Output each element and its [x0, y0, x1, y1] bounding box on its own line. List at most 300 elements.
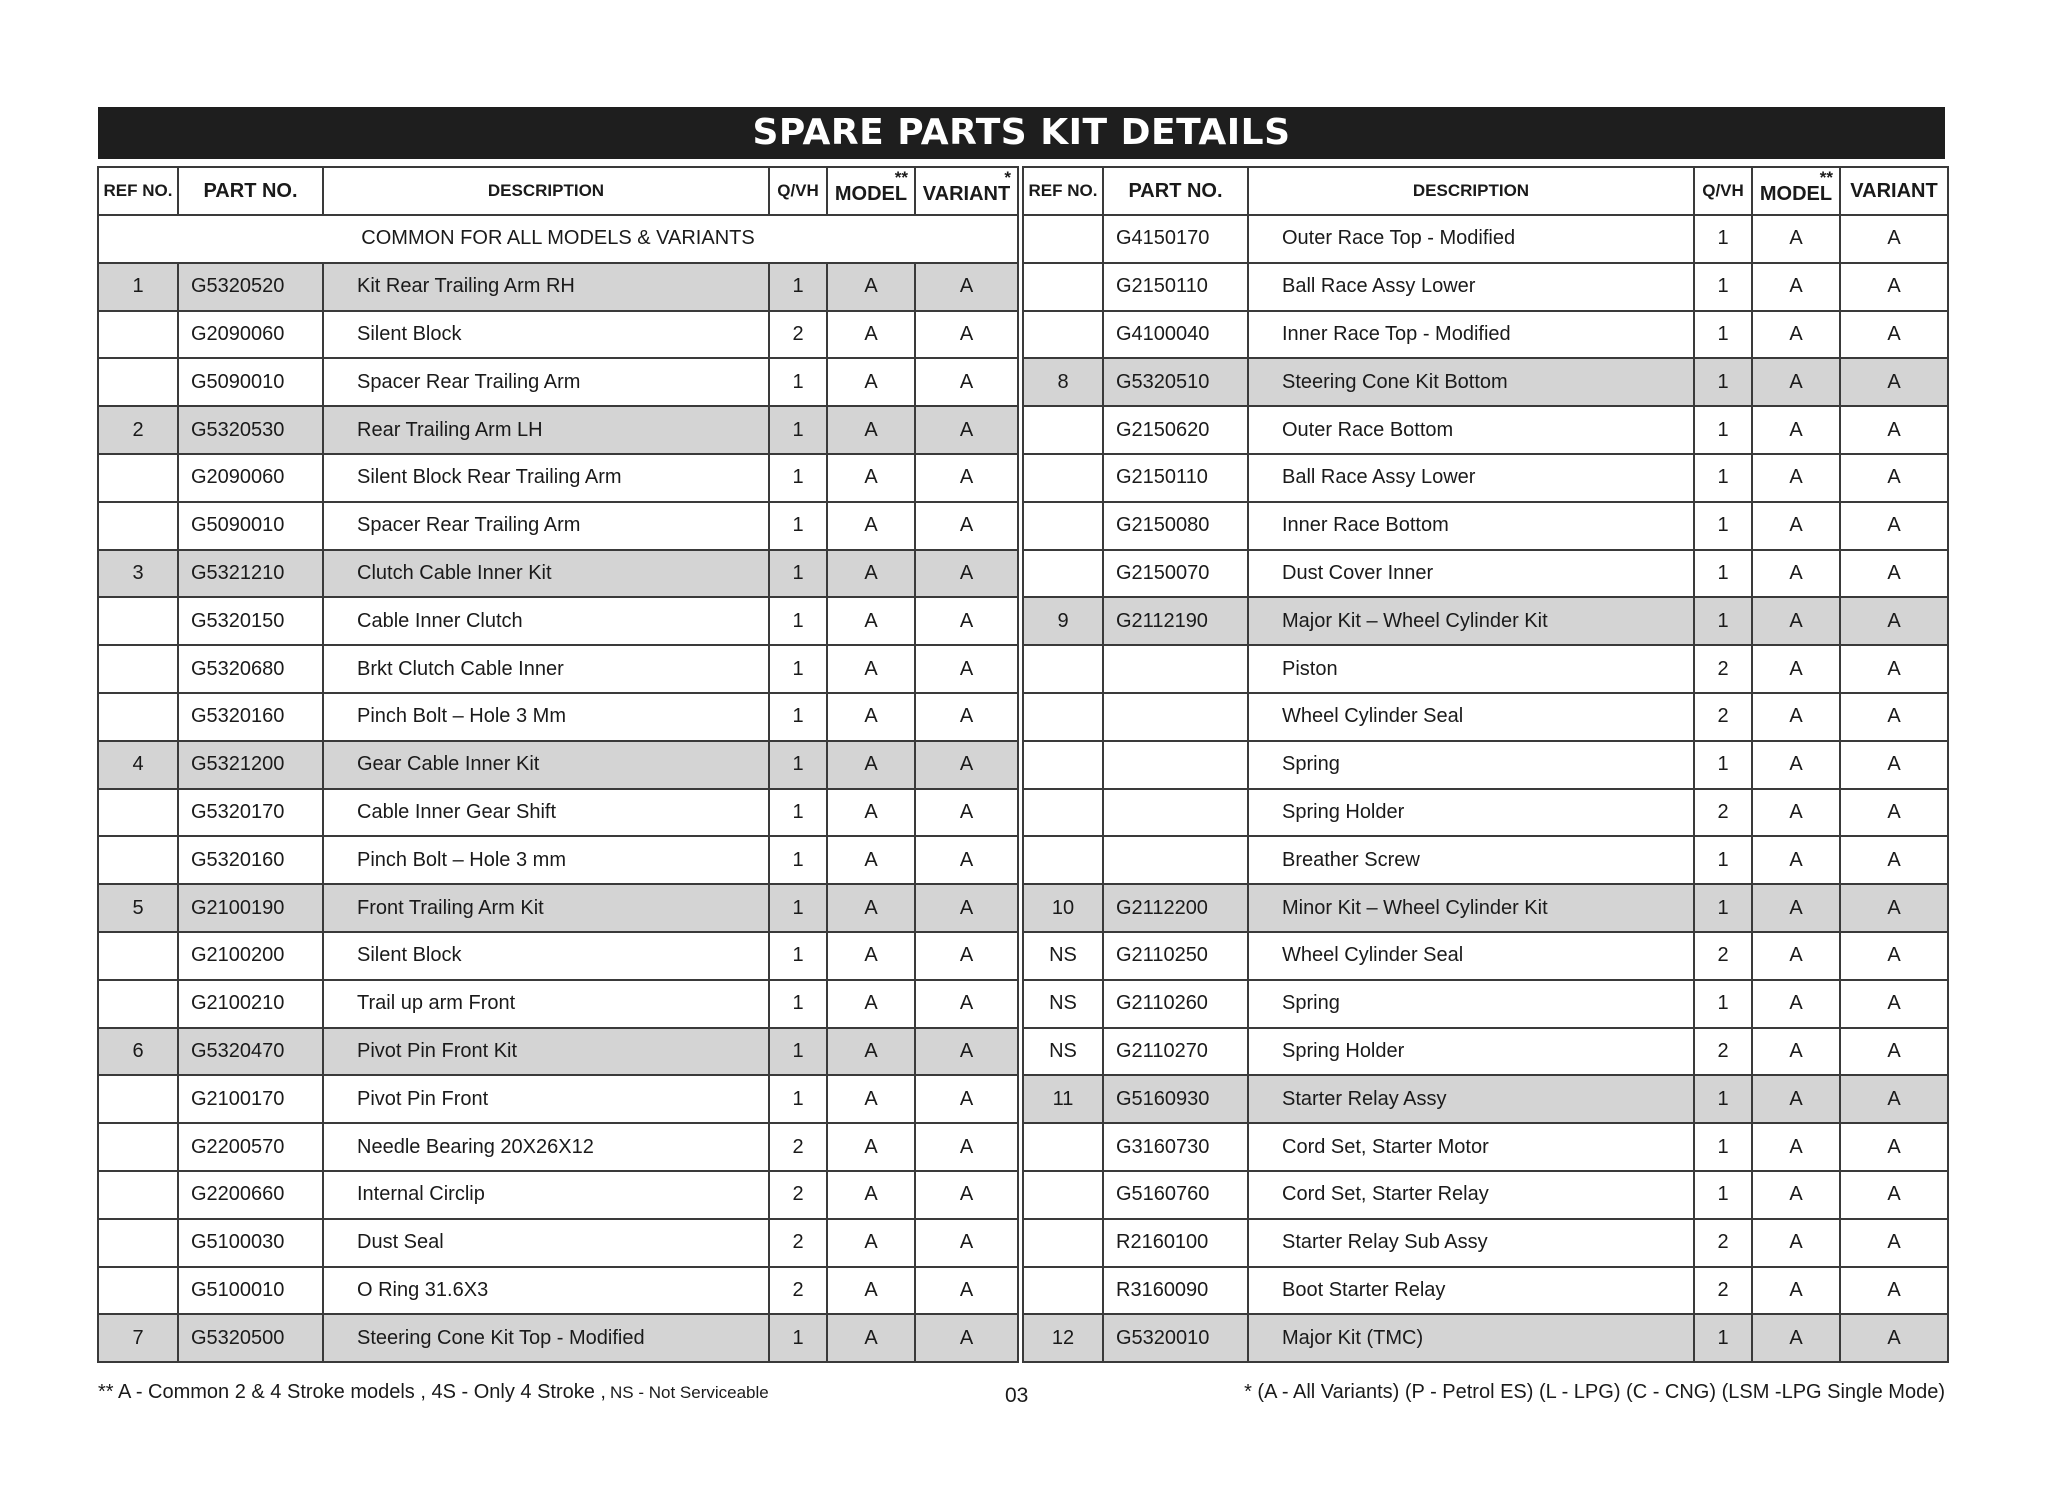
variant-cell: A: [915, 741, 1018, 789]
header-row: [1023, 167, 1948, 215]
part-no-cell: G2200570: [178, 1123, 323, 1171]
ref-no-cell: [98, 1267, 178, 1315]
description-cell: Front Trailing Arm Kit: [323, 884, 769, 932]
footer-ns-note: NS - Not Serviceable: [610, 1383, 769, 1402]
header-part-no: PART NO.: [1103, 167, 1248, 215]
variant-cell: A: [1840, 1219, 1948, 1267]
part-no-cell: G2100210: [178, 980, 323, 1028]
description-cell: Clutch Cable Inner Kit: [323, 550, 769, 598]
description-cell: Starter Relay Sub Assy: [1248, 1219, 1694, 1267]
description-cell: Cord Set, Starter Motor: [1248, 1123, 1694, 1171]
description-cell: Rear Trailing Arm LH: [323, 406, 769, 454]
table-row: [1023, 1219, 1948, 1267]
description-cell: Silent Block: [323, 311, 769, 359]
description-cell: Spring Holder: [1248, 789, 1694, 837]
part-no-cell: G2090060: [178, 454, 323, 502]
variant-cell: A: [915, 884, 1018, 932]
ref-no-cell: [1023, 406, 1103, 454]
variant-cell: A: [1840, 741, 1948, 789]
part-no-cell: G2100190: [178, 884, 323, 932]
part-no-cell: G5160930: [1103, 1075, 1248, 1123]
description-cell: Inner Race Bottom: [1248, 502, 1694, 550]
part-no-cell: G5320520: [178, 263, 323, 311]
table-row: [98, 311, 1018, 359]
table-row: [1023, 1028, 1948, 1076]
description-cell: Brkt Clutch Cable Inner: [323, 645, 769, 693]
part-no-cell: G5100010: [178, 1267, 323, 1315]
model-cell: A: [1752, 1028, 1840, 1076]
table-row: [98, 789, 1018, 837]
model-cell: A: [827, 1028, 915, 1076]
description-cell: Spring: [1248, 741, 1694, 789]
table-row: [1023, 693, 1948, 741]
part-no-cell: G5090010: [178, 502, 323, 550]
description-cell: Silent Block: [323, 932, 769, 980]
common-row-label: COMMON FOR ALL MODELS & VARIANTS: [98, 215, 1018, 263]
ref-no-cell: 12: [1023, 1314, 1103, 1362]
qvh-cell: 2: [769, 1171, 827, 1219]
ref-no-cell: 9: [1023, 597, 1103, 645]
ref-no-cell: [1023, 693, 1103, 741]
qvh-cell: 2: [1694, 693, 1752, 741]
part-no-cell: G5320170: [178, 789, 323, 837]
variant-cell: A: [915, 597, 1018, 645]
model-cell: A: [1752, 358, 1840, 406]
part-no-cell: G2150620: [1103, 406, 1248, 454]
model-cell: A: [1752, 980, 1840, 1028]
model-cell: A: [1752, 884, 1840, 932]
ref-no-cell: [98, 932, 178, 980]
description-cell: Starter Relay Assy: [1248, 1075, 1694, 1123]
qvh-cell: 1: [769, 884, 827, 932]
model-cell: A: [1752, 1123, 1840, 1171]
description-cell: Wheel Cylinder Seal: [1248, 932, 1694, 980]
ref-no-cell: 7: [98, 1314, 178, 1362]
header-variant-label: VARIANT: [922, 183, 1011, 205]
description-cell: Piston: [1248, 645, 1694, 693]
part-no-cell: G5090010: [178, 358, 323, 406]
table-row: [1023, 502, 1948, 550]
model-cell: A: [827, 836, 915, 884]
ref-no-cell: [98, 645, 178, 693]
description-cell: Silent Block Rear Trailing Arm: [323, 454, 769, 502]
kit-row: [1023, 358, 1948, 406]
table-row: [98, 836, 1018, 884]
variant-cell: A: [1840, 1267, 1948, 1315]
description-cell: Needle Bearing 20X26X12: [323, 1123, 769, 1171]
part-no-cell: [1103, 645, 1248, 693]
model-cell: A: [1752, 645, 1840, 693]
qvh-cell: 1: [769, 550, 827, 598]
ref-no-cell: [1023, 645, 1103, 693]
part-no-cell: G5320500: [178, 1314, 323, 1362]
qvh-cell: 2: [1694, 932, 1752, 980]
variant-cell: A: [915, 693, 1018, 741]
table-row: [98, 1219, 1018, 1267]
part-no-cell: G2112200: [1103, 884, 1248, 932]
description-cell: Cable Inner Clutch: [323, 597, 769, 645]
model-cell: A: [827, 1075, 915, 1123]
part-no-cell: G5320680: [178, 645, 323, 693]
ref-no-cell: 4: [98, 741, 178, 789]
variant-cell: A: [915, 1075, 1018, 1123]
footer-variant-legend: * (A - All Variants) (P - Petrol ES) (L - LPG) (C - CNG) (LSM -LPG Single Mode): [1244, 1381, 1945, 1403]
model-cell: A: [827, 406, 915, 454]
ref-no-cell: [98, 358, 178, 406]
description-cell: Steering Cone Kit Bottom: [1248, 358, 1694, 406]
model-cell: A: [827, 1171, 915, 1219]
variant-cell: A: [1840, 693, 1948, 741]
variant-cell: A: [1840, 1075, 1948, 1123]
part-no-cell: G4100040: [1103, 311, 1248, 359]
variant-cell: A: [915, 263, 1018, 311]
table-row: [1023, 1171, 1948, 1219]
qvh-cell: 1: [1694, 884, 1752, 932]
variant-footnote-mark: *: [1004, 168, 1011, 187]
description-cell: Ball Race Assy Lower: [1248, 263, 1694, 311]
part-no-cell: [1103, 693, 1248, 741]
variant-cell: A: [1840, 502, 1948, 550]
model-cell: A: [827, 597, 915, 645]
variant-cell: A: [915, 550, 1018, 598]
ref-no-cell: NS: [1023, 1028, 1103, 1076]
page-title: SPARE PARTS KIT DETAILS: [98, 107, 1945, 159]
parts-table-left: [97, 166, 1019, 1363]
ref-no-cell: [1023, 1267, 1103, 1315]
model-cell: A: [827, 980, 915, 1028]
table-row: [1023, 1267, 1948, 1315]
table-row: [1023, 406, 1948, 454]
model-cell: A: [827, 932, 915, 980]
variant-cell: A: [915, 358, 1018, 406]
ref-no-cell: 8: [1023, 358, 1103, 406]
header-model-label: MODEL: [834, 183, 908, 205]
description-cell: Kit Rear Trailing Arm RH: [323, 263, 769, 311]
part-no-cell: G5320160: [178, 693, 323, 741]
variant-cell: A: [915, 502, 1018, 550]
qvh-cell: 1: [769, 1028, 827, 1076]
part-no-cell: G5320510: [1103, 358, 1248, 406]
kit-row: [1023, 597, 1948, 645]
table-row: [1023, 311, 1948, 359]
qvh-cell: 1: [1694, 406, 1752, 454]
qvh-cell: 1: [769, 406, 827, 454]
part-no-cell: G2100200: [178, 932, 323, 980]
table-row: [1023, 645, 1948, 693]
part-no-cell: G4150170: [1103, 215, 1248, 263]
ref-no-cell: [98, 1219, 178, 1267]
variant-cell: A: [1840, 550, 1948, 598]
kit-row: [98, 406, 1018, 454]
description-cell: Trail up arm Front: [323, 980, 769, 1028]
part-no-cell: G5321210: [178, 550, 323, 598]
description-cell: Steering Cone Kit Top - Modified: [323, 1314, 769, 1362]
ref-no-cell: [1023, 1123, 1103, 1171]
variant-cell: A: [1840, 406, 1948, 454]
part-no-cell: G2100170: [178, 1075, 323, 1123]
table-row: [1023, 741, 1948, 789]
kit-row: [98, 884, 1018, 932]
model-cell: A: [827, 645, 915, 693]
qvh-cell: 1: [769, 645, 827, 693]
ref-no-cell: [98, 502, 178, 550]
ref-no-cell: [1023, 311, 1103, 359]
part-no-cell: [1103, 836, 1248, 884]
description-cell: Cable Inner Gear Shift: [323, 789, 769, 837]
qvh-cell: 2: [769, 311, 827, 359]
description-cell: Minor Kit – Wheel Cylinder Kit: [1248, 884, 1694, 932]
qvh-cell: 2: [769, 1267, 827, 1315]
ref-no-cell: 5: [98, 884, 178, 932]
part-no-cell: G2110270: [1103, 1028, 1248, 1076]
model-cell: A: [827, 502, 915, 550]
qvh-cell: 1: [1694, 836, 1752, 884]
ref-no-cell: [98, 1171, 178, 1219]
table-row: [1023, 789, 1948, 837]
description-cell: Spring Holder: [1248, 1028, 1694, 1076]
ref-no-cell: NS: [1023, 980, 1103, 1028]
variant-cell: A: [1840, 263, 1948, 311]
model-cell: A: [827, 789, 915, 837]
model-cell: A: [1752, 693, 1840, 741]
model-cell: A: [1752, 932, 1840, 980]
part-no-cell: G5320160: [178, 836, 323, 884]
qvh-cell: 1: [769, 1314, 827, 1362]
model-cell: A: [1752, 550, 1840, 598]
qvh-cell: 1: [769, 693, 827, 741]
table-row: [1023, 454, 1948, 502]
table-row: [1023, 215, 1948, 263]
model-cell: A: [1752, 836, 1840, 884]
kit-row: [98, 1028, 1018, 1076]
part-no-cell: R2160100: [1103, 1219, 1248, 1267]
qvh-cell: 1: [1694, 1314, 1752, 1362]
part-no-cell: G3160730: [1103, 1123, 1248, 1171]
header-description: DESCRIPTION: [1248, 167, 1694, 215]
variant-cell: A: [915, 1219, 1018, 1267]
description-cell: Pivot Pin Front: [323, 1075, 769, 1123]
ref-no-cell: [1023, 502, 1103, 550]
ref-no-cell: [98, 454, 178, 502]
description-cell: Pivot Pin Front Kit: [323, 1028, 769, 1076]
variant-cell: A: [915, 789, 1018, 837]
part-no-cell: G2150110: [1103, 263, 1248, 311]
table-row: [98, 1267, 1018, 1315]
footer-model-note: ** A - Common 2 & 4 Stroke models , 4S - Only 4 Stroke ,: [98, 1381, 606, 1403]
header-ref-no: REF NO.: [1023, 167, 1103, 215]
table-row: [1023, 263, 1948, 311]
header-model-label: MODEL: [1759, 183, 1833, 205]
qvh-cell: 1: [769, 263, 827, 311]
qvh-cell: 1: [1694, 502, 1752, 550]
variant-cell: A: [915, 454, 1018, 502]
variant-cell: A: [1840, 836, 1948, 884]
description-cell: Internal Circlip: [323, 1171, 769, 1219]
variant-cell: A: [915, 836, 1018, 884]
variant-cell: A: [915, 645, 1018, 693]
model-cell: A: [827, 1314, 915, 1362]
qvh-cell: 1: [769, 980, 827, 1028]
model-cell: A: [1752, 789, 1840, 837]
description-cell: Dust Seal: [323, 1219, 769, 1267]
table-row: [98, 1075, 1018, 1123]
kit-row: [98, 263, 1018, 311]
variant-cell: A: [915, 1123, 1018, 1171]
ref-no-cell: [1023, 836, 1103, 884]
ref-no-cell: NS: [1023, 932, 1103, 980]
description-cell: Gear Cable Inner Kit: [323, 741, 769, 789]
part-no-cell: G2110250: [1103, 932, 1248, 980]
ref-no-cell: [1023, 215, 1103, 263]
part-no-cell: G2112190: [1103, 597, 1248, 645]
ref-no-cell: 1: [98, 263, 178, 311]
header-part-no: PART NO.: [178, 167, 323, 215]
ref-no-cell: [1023, 789, 1103, 837]
table-row: [98, 980, 1018, 1028]
qvh-cell: 1: [1694, 215, 1752, 263]
qvh-cell: 1: [769, 454, 827, 502]
part-no-cell: G5320470: [178, 1028, 323, 1076]
model-cell: A: [1752, 311, 1840, 359]
ref-no-cell: 10: [1023, 884, 1103, 932]
variant-cell: A: [1840, 789, 1948, 837]
variant-cell: A: [1840, 884, 1948, 932]
model-cell: A: [1752, 502, 1840, 550]
table-row: [98, 454, 1018, 502]
model-cell: A: [1752, 1075, 1840, 1123]
variant-cell: A: [915, 932, 1018, 980]
header-model: [1752, 167, 1840, 215]
ref-no-cell: [98, 1075, 178, 1123]
description-cell: Major Kit (TMC): [1248, 1314, 1694, 1362]
model-cell: A: [827, 263, 915, 311]
table-row: [1023, 836, 1948, 884]
qvh-cell: 1: [769, 932, 827, 980]
model-cell: A: [827, 741, 915, 789]
variant-cell: A: [1840, 1028, 1948, 1076]
model-cell: A: [827, 1123, 915, 1171]
model-cell: A: [1752, 1267, 1840, 1315]
table-row: [98, 693, 1018, 741]
variant-cell: A: [1840, 215, 1948, 263]
part-no-cell: G2090060: [178, 311, 323, 359]
variant-cell: A: [1840, 980, 1948, 1028]
model-footnote-mark: **: [1819, 168, 1833, 187]
table-row: [98, 645, 1018, 693]
ref-no-cell: [98, 693, 178, 741]
header-row: [98, 167, 1018, 215]
ref-no-cell: [98, 836, 178, 884]
description-cell: Pinch Bolt – Hole 3 mm: [323, 836, 769, 884]
qvh-cell: 1: [769, 741, 827, 789]
qvh-cell: 1: [1694, 1075, 1752, 1123]
variant-cell: A: [1840, 1314, 1948, 1362]
footer-model-legend: [98, 1381, 769, 1404]
header-qvh: Q/VH: [769, 167, 827, 215]
variant-cell: A: [915, 1314, 1018, 1362]
part-no-cell: G5321200: [178, 741, 323, 789]
description-cell: Outer Race Bottom: [1248, 406, 1694, 454]
variant-cell: A: [1840, 932, 1948, 980]
ref-no-cell: [1023, 550, 1103, 598]
kit-row: [98, 550, 1018, 598]
header-qvh: Q/VH: [1694, 167, 1752, 215]
header-description: DESCRIPTION: [323, 167, 769, 215]
variant-cell: A: [915, 311, 1018, 359]
description-cell: Ball Race Assy Lower: [1248, 454, 1694, 502]
description-cell: Inner Race Top - Modified: [1248, 311, 1694, 359]
model-cell: A: [827, 884, 915, 932]
ref-no-cell: [1023, 1219, 1103, 1267]
ref-no-cell: [98, 597, 178, 645]
qvh-cell: 1: [1694, 980, 1752, 1028]
table-row: [1023, 980, 1948, 1028]
model-cell: A: [827, 693, 915, 741]
model-cell: A: [1752, 406, 1840, 454]
model-cell: A: [827, 311, 915, 359]
part-no-cell: G2150070: [1103, 550, 1248, 598]
description-cell: Pinch Bolt – Hole 3 Mm: [323, 693, 769, 741]
variant-cell: A: [1840, 597, 1948, 645]
variant-cell: A: [915, 1171, 1018, 1219]
model-cell: A: [827, 1219, 915, 1267]
qvh-cell: 1: [1694, 454, 1752, 502]
ref-no-cell: [1023, 1171, 1103, 1219]
model-cell: A: [1752, 215, 1840, 263]
table-row: [98, 932, 1018, 980]
ref-no-cell: 3: [98, 550, 178, 598]
ref-no-cell: [98, 980, 178, 1028]
model-cell: A: [1752, 1219, 1840, 1267]
variant-cell: A: [1840, 1123, 1948, 1171]
ref-no-cell: [98, 1123, 178, 1171]
description-cell: Cord Set, Starter Relay: [1248, 1171, 1694, 1219]
description-cell: O Ring 31.6X3: [323, 1267, 769, 1315]
table-row: [98, 502, 1018, 550]
header-model: [827, 167, 915, 215]
qvh-cell: 1: [1694, 311, 1752, 359]
qvh-cell: 1: [1694, 741, 1752, 789]
variant-cell: A: [1840, 1171, 1948, 1219]
qvh-cell: 2: [1694, 1267, 1752, 1315]
page-number: 03: [1005, 1384, 1029, 1407]
qvh-cell: 1: [769, 502, 827, 550]
part-no-cell: G2150110: [1103, 454, 1248, 502]
description-cell: Boot Starter Relay: [1248, 1267, 1694, 1315]
qvh-cell: 1: [769, 358, 827, 406]
ref-no-cell: [1023, 741, 1103, 789]
header-variant: [915, 167, 1018, 215]
qvh-cell: 1: [1694, 597, 1752, 645]
table-row: [1023, 550, 1948, 598]
qvh-cell: 1: [1694, 1171, 1752, 1219]
variant-cell: A: [915, 1028, 1018, 1076]
variant-cell: A: [915, 980, 1018, 1028]
model-cell: A: [1752, 1314, 1840, 1362]
variant-cell: A: [1840, 645, 1948, 693]
kit-row: [98, 741, 1018, 789]
part-no-cell: G5320150: [178, 597, 323, 645]
qvh-cell: 1: [769, 836, 827, 884]
common-row: [98, 215, 1018, 263]
qvh-cell: 1: [1694, 358, 1752, 406]
header-variant: [1840, 167, 1948, 215]
variant-cell: A: [1840, 311, 1948, 359]
part-no-cell: G2150080: [1103, 502, 1248, 550]
part-no-cell: [1103, 789, 1248, 837]
model-cell: A: [827, 1267, 915, 1315]
variant-cell: A: [915, 406, 1018, 454]
